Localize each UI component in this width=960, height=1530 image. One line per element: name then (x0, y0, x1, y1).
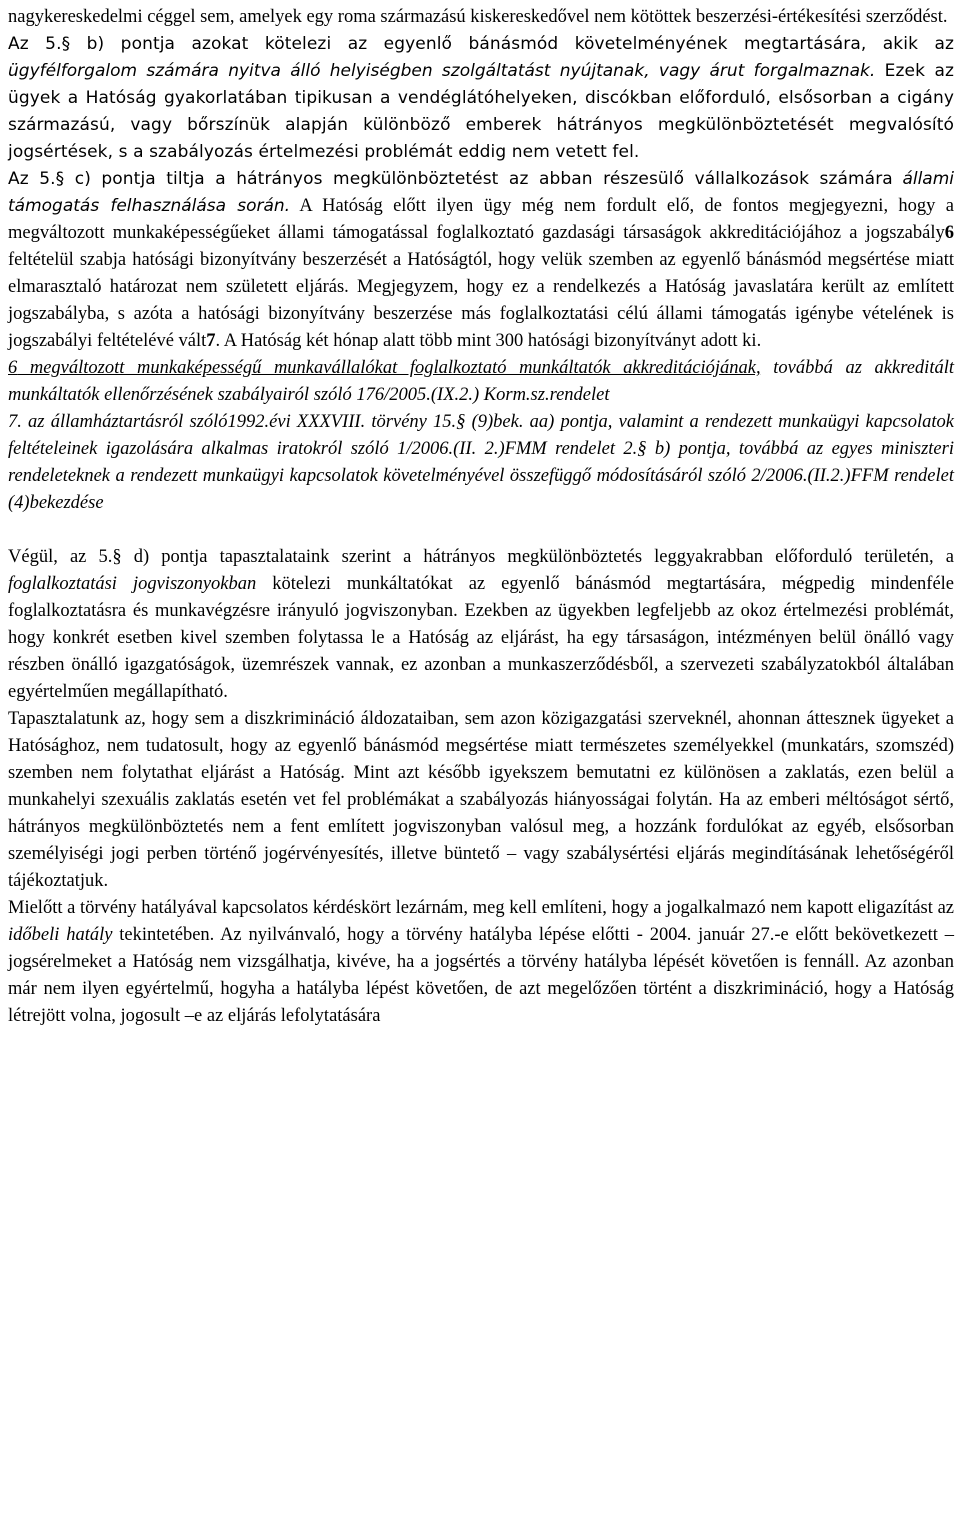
emphasis-text: ügyfélforgalom számára nyitva álló helyiségben szolgáltatást nyújtanak, vagy árut forgalmaznak. (8, 61, 876, 81)
paragraph-text: . A Hatóság két hónap alatt több mint 300 hatósági bizonyítványt adott ki. (215, 331, 762, 351)
paragraph-text: feltételül szabja hatósági bizonyítvány beszerzését a Hatóságtól, hogy velük szemben az egyenlő bánásmód megsértése miatt elmarasztaló határozat nem született eljárás. Megjegyzem, hogy ez a rendelkezés a Hatóság javaslatára került az említett jogszabályba, s azóta a hatósági bizonyítvány beszerzése más foglalkoztatási célú állami támogatás igénybe vételének is jogszabályi feltételévé vált (8, 250, 954, 351)
footnote-reference[interactable]: 7 (206, 331, 216, 351)
emphasis-text: foglalkoztatási jogviszonyokban (8, 574, 257, 594)
paragraph-text: Mielőtt a törvény hatályával kapcsolatos kérdéskört lezárnám, meg kell említeni, hogy a jogalkalmazó nem kapott eligazítást az (8, 898, 954, 918)
footnotes (8, 355, 954, 517)
footnote-title: megváltozott munkaképességű munkavállalókat foglalkoztató munkáltatók akkreditációjának, (17, 358, 761, 378)
paragraph-text: tekintetében. Az nyilvánvaló, hogy a törvény hatályba lépése előtti - 2004. január 27.-e előtt bekövetkezett – jogsérelmeket a Hatóság nem vizsgálhatja, kivéve, ha a jogsértés a törvény hatályba lépését követően is fennáll. Az azonban már nem ilyen egyértelmű, hogyha a hatályba lépést követően, de azt megelőzően történt a diszkrimináció, hogy a Hatóság létrejött volna, jogosult –e az eljárás lefolytatására (8, 925, 954, 1026)
footnote-6 (8, 355, 954, 409)
paragraph-experience (8, 706, 954, 895)
emphasis-text: állami támogatás felhasználása során. (8, 169, 955, 216)
paragraph-text: Tapasztalatunk az, hogy sem a diszkrimináció áldozataiban, sem azon közigazgatási szerveknél, ahonnan áttesznek ügyeket a Hatósághoz, nem tudatosult, hogy az egyenlő bánásmód megsértése miatt természetes személyekkel (munkatárs, szomszéd) szemben nem folytathat eljárást a Hatóság. Mint azt később igyekszem bemutatni ez különösen a zaklatás, ezen belül a munkahelyi szexuális zaklatás esetén vet fel problémákat a szabályozás hiányosságai folytán. Ha az emberi méltóságot sértő, hátrányos megkülönböztetés nem a fent említett jogviszonyban valósul meg, a hozzánk fordulókat az egyéb, elsősorban személyiségi jogi perben történő jogérvényesítés, illetve büntető – vagy szabálysértési eljárás megindításának lehetőségéről tájékoztatjuk. (8, 709, 954, 891)
footnote-7: 7. az államháztartásról szóló1992.évi XXXVIII. törvény 15.§ (9)bek. aa) pontja, valamint a rendezett munkaügyi kapcsolatok feltételeinek igazolására alkalmas iratokról szóló 1/2006.(II. 2.)FMM rendelet 2.§ b) pontja, továbbá az egyes miniszteri rendeleteknek a rendezett munkaügyi kapcsolatok követelményével összefüggő módosításáról szóló 2/2006.(II.2.)FFM rendelet (4)bekezdése (8, 412, 954, 513)
paragraph-text: Az 5.§ c) pontja tiltja a hátrányos megkülönböztetést az abban részesülő vállalkozások számára (8, 169, 893, 189)
footnote-number: 6 (8, 358, 18, 378)
paragraph-text: A Hatóság előtt ilyen ügy még nem fordult elő, de fontos megjegyezni, hogy a megváltozott munkaképességűeket állami támogatással foglalkoztató gazdasági társaságok akkreditációjához a jogszabály (8, 196, 954, 243)
paragraph-5b (8, 31, 954, 166)
paragraph-intro (8, 4, 954, 31)
footnote-text: továbbá az akkreditált munkáltatók ellenőrzésének szabályairól szóló 176/2005.(IX.2.) Korm.sz.rendelet (8, 358, 954, 405)
paragraph-5d (8, 544, 954, 706)
paragraph-text: Ezek az ügyek a Hatóság gyakorlatában tipikusan a vendéglátóhelyeken, discókban előforduló, elsősorban a cigány származású, vagy bőrszínük alapján különböző emberek hátrányos megkülönböztetését megvalósító jogsértések, s a szabályozás értelmezési problémát eddig nem vetett fel. (8, 61, 954, 162)
paragraph-text: kötelezi munkáltatókat az egyenlő bánásmód megtartására, mégpedig mindenféle foglalkoztatásra és munkavégzésre irányuló jogviszonyban. Ezekben az ügyekben legfeljebb az okoz értelmezési problémát, hogy konkrét esetben kivel szemben folytassa le a Hatóság az eljárást, ha egy társaságon, intézményen belül önálló vagy részben önálló igazgatóságok, üzemrészek vannak, ez azonban a munkaszerződésből, a szervezeti szabályzatokból általában egyértelműen megállapítható. (8, 574, 955, 702)
paragraph-text: Végül, az 5.§ d) pontja tapasztalataink szerint a hátrányos megkülönböztetés leggyakrabban előforduló területén, a (8, 547, 954, 567)
document-page (8, 0, 954, 1030)
footnote-reference[interactable]: 6 (944, 223, 954, 243)
paragraph-text: nagykereskedelmi céggel sem, amelyek egy roma származású kiskereskedővel nem kötöttek beszerzési-értékesítési szerződést. (8, 7, 948, 27)
emphasis-text: időbeli hatály (8, 925, 113, 945)
paragraph-temporal-scope (8, 895, 954, 1030)
paragraph-text: Az 5.§ b) pontja azokat kötelezi az egyenlő bánásmód követelményének megtartására, akik az (8, 34, 954, 54)
paragraph-5c (8, 166, 954, 355)
